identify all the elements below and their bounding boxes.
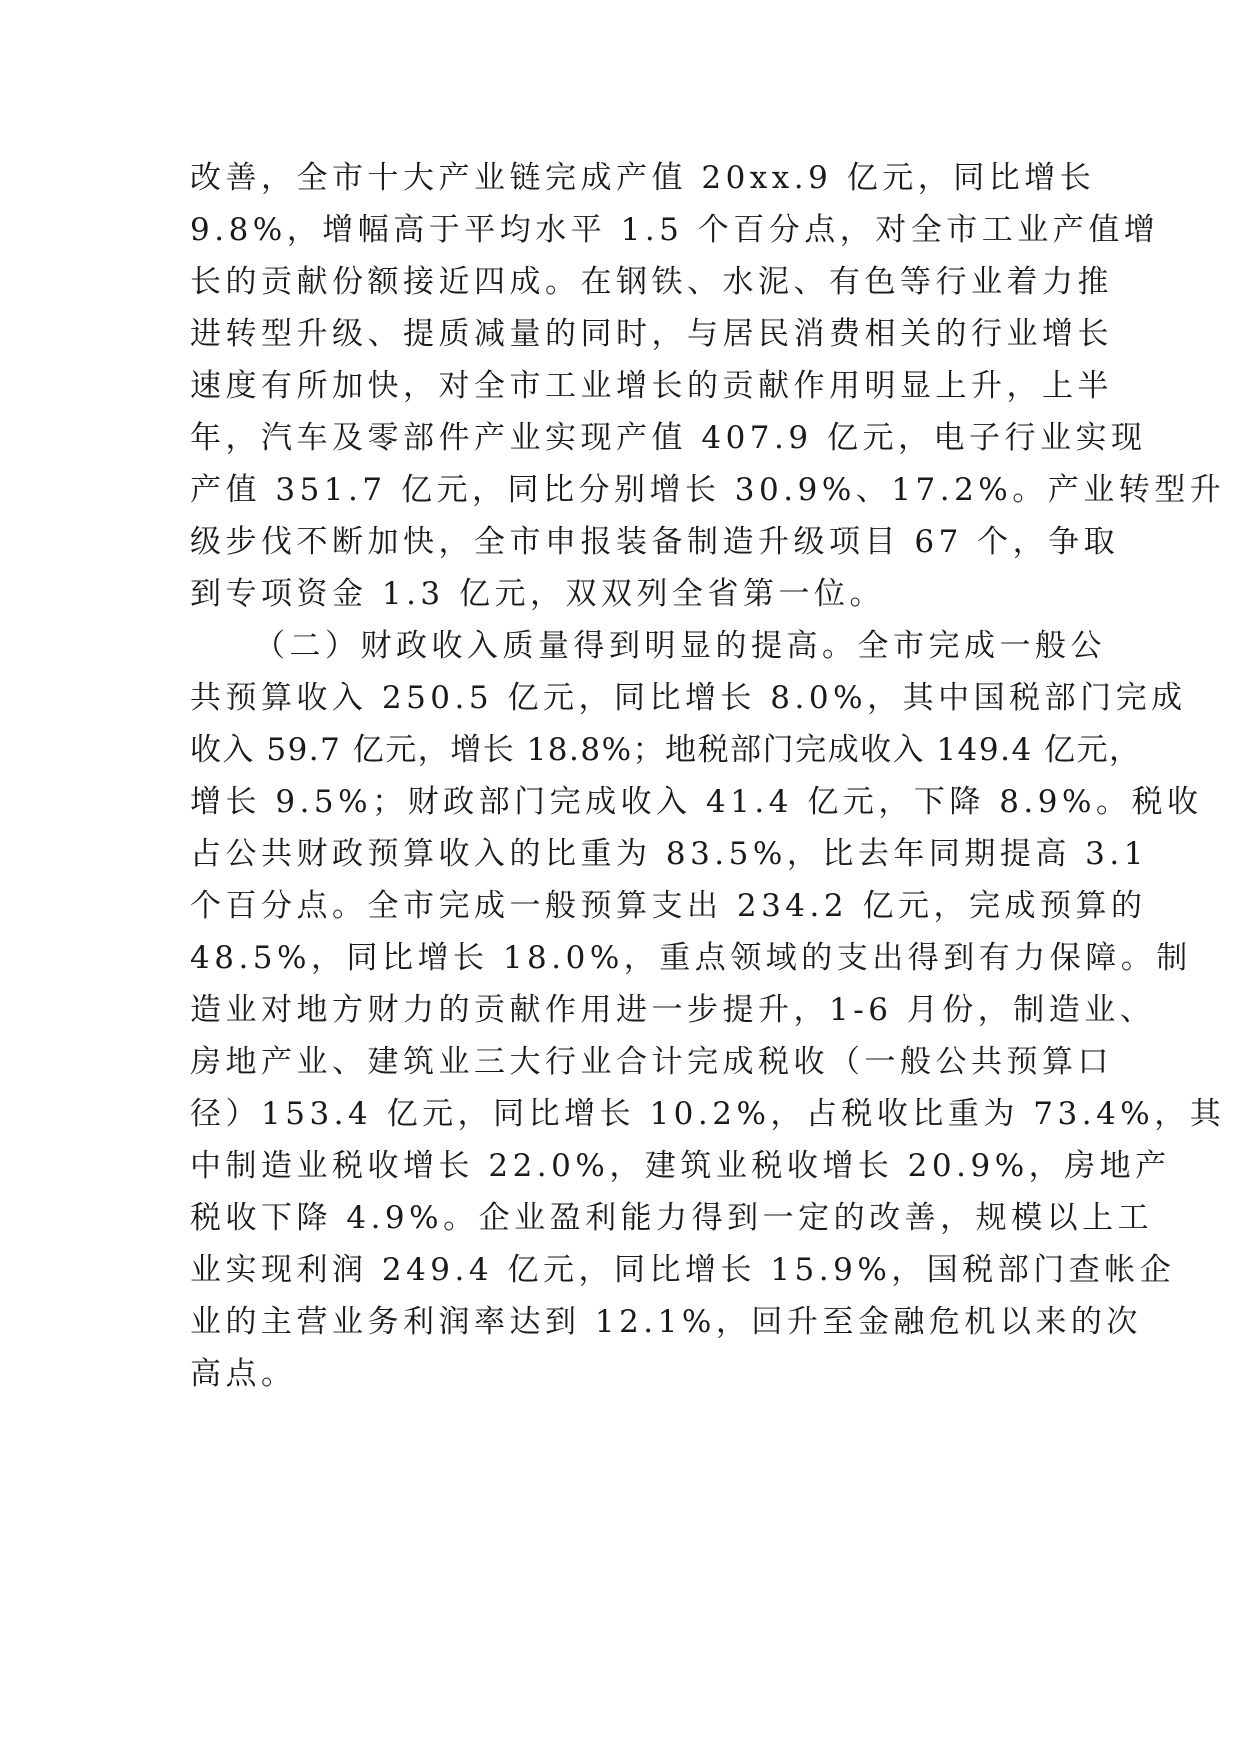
paragraph-2-line-6: 个百分点。全市完成一般预算支出 234.2 亿元，完成预算的 bbox=[190, 888, 1147, 924]
paragraph-2-line-15: 高点。 bbox=[190, 1356, 297, 1392]
paragraph-1-line-7: 产值 351.7 亿元，同比分别增长 30.9%、17.2%。产业转型升 bbox=[190, 472, 1226, 508]
paragraph-2-line-12: 税收下降 4.9%。企业盈利能力得到一定的改善，规模以上工 bbox=[190, 1200, 1154, 1236]
paragraph-1-line-8: 级步伐不断加快，全市申报装备制造升级项目 67 个，争取 bbox=[190, 524, 1120, 560]
paragraph-1-line-3: 长的贡献份额接近四成。在钢铁、水泥、有色等行业着力推 bbox=[190, 264, 1113, 300]
paragraph-2-line-2: 共预算收入 250.5 亿元，同比增长 8.0%，其中国税部门完成 bbox=[190, 680, 1187, 716]
paragraph-1-line-4: 进转型升级、提质减量的同时，与居民消费相关的行业增长 bbox=[190, 316, 1113, 352]
paragraph-1-line-1: 改善，全市十大产业链完成产值 20xx.9 亿元，同比增长 bbox=[190, 160, 1096, 196]
paragraph-2-line-11: 中制造业税收增长 22.0%，建筑业税收增长 20.9%，房地产 bbox=[190, 1148, 1171, 1184]
paragraph-2-line-4: 增长 9.5%；财政部门完成收入 41.4 亿元，下降 8.9%。税收 bbox=[190, 784, 1203, 820]
paragraph-2-line-9: 房地产业、建筑业三大行业合计完成税收（一般公共预算口 bbox=[190, 1044, 1113, 1080]
paragraph-1-line-2: 9.8%，增幅高于平均水平 1.5 个百分点，对全市工业产值增 bbox=[190, 212, 1160, 248]
paragraph-2-line-3: 收入 59.7 亿元，增长 18.8%；地税部门完成收入 149.4 亿元， bbox=[190, 732, 1142, 768]
paragraph-2-line-14: 业的主营业务利润率达到 12.1%，回升至金融危机以来的次 bbox=[190, 1304, 1142, 1340]
paragraph-1-line-9: 到专项资金 1.3 亿元，双双列全省第一位。 bbox=[190, 576, 886, 612]
paragraph-2-line-8: 造业对地方财力的贡献作用进一步提升，1-6 月份，制造业、 bbox=[190, 992, 1156, 1028]
paragraph-2-line-13: 业实现利润 249.4 亿元，同比增长 15.9%，国税部门查帐企 bbox=[190, 1252, 1176, 1288]
paragraph-2-line-5: 占公共财政预算收入的比重为 83.5%，比去年同期提高 3.1 bbox=[190, 836, 1148, 872]
paragraph-2-heading-line: （二）财政收入质量得到明显的提高。全市完成一般公 bbox=[254, 628, 1106, 664]
paragraph-2-line-10: 径）153.4 亿元，同比增长 10.2%，占税收比重为 73.4%，其 bbox=[190, 1096, 1226, 1132]
paragraph-1-line-6: 年，汽车及零部件产业实现产值 407.9 亿元，电子行业实现 bbox=[190, 420, 1147, 456]
paragraph-1-line-5: 速度有所加快，对全市工业增长的贡献作用明显上升，上半 bbox=[190, 368, 1113, 404]
paragraph-2-line-7: 48.5%，同比增长 18.0%，重点领域的支出得到有力保障。制 bbox=[190, 940, 1192, 976]
